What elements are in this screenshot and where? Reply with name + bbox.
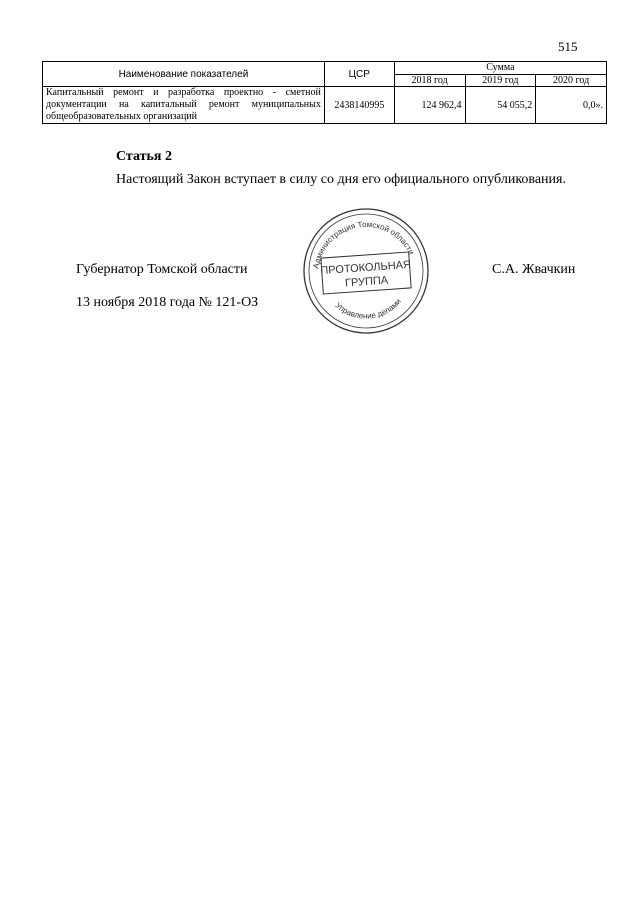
law-date: 13 ноября 2018 года № 121-ОЗ <box>76 295 259 310</box>
seal-center-line1: ПРОТОКОЛЬНАЯ <box>319 258 412 278</box>
header-year-2020: 2020 год <box>536 74 607 87</box>
row-value-2020: 0,0». <box>536 87 607 124</box>
signer-name: С.А. Жвачкин <box>492 262 576 277</box>
header-year-2018: 2018 год <box>394 74 465 87</box>
header-csr: ЦСР <box>324 62 394 87</box>
row-name: Капитальный ремонт и разработка проектно - сметной документации на капитальный ремонт муниципальных общеобразовательных организаций <box>43 87 325 124</box>
table-header-row <box>43 62 607 75</box>
row-value-2018: 124 962,4 <box>394 87 465 124</box>
signer-title: Губернатор Томской области <box>76 262 248 277</box>
row-value-2019: 54 055,2 <box>465 87 536 124</box>
table-row <box>43 87 607 124</box>
header-name: Наименование показателей <box>43 62 325 87</box>
official-seal <box>300 205 432 337</box>
page-number: 515 <box>558 39 578 54</box>
header-sum: Сумма <box>394 62 606 75</box>
seal-bottom-text: Управление делами <box>333 296 403 321</box>
budget-table <box>42 61 607 124</box>
article-title: Статья 2 <box>116 149 172 164</box>
seal-center-line2: ГРУППА <box>344 274 389 290</box>
seal-outer-text: Администрация Томской области <box>311 219 416 270</box>
article-text: Настоящий Закон вступает в силу со дня его официального опубликования. <box>116 172 566 187</box>
header-year-2019: 2019 год <box>465 74 536 87</box>
row-csr: 2438140995 <box>324 87 394 124</box>
